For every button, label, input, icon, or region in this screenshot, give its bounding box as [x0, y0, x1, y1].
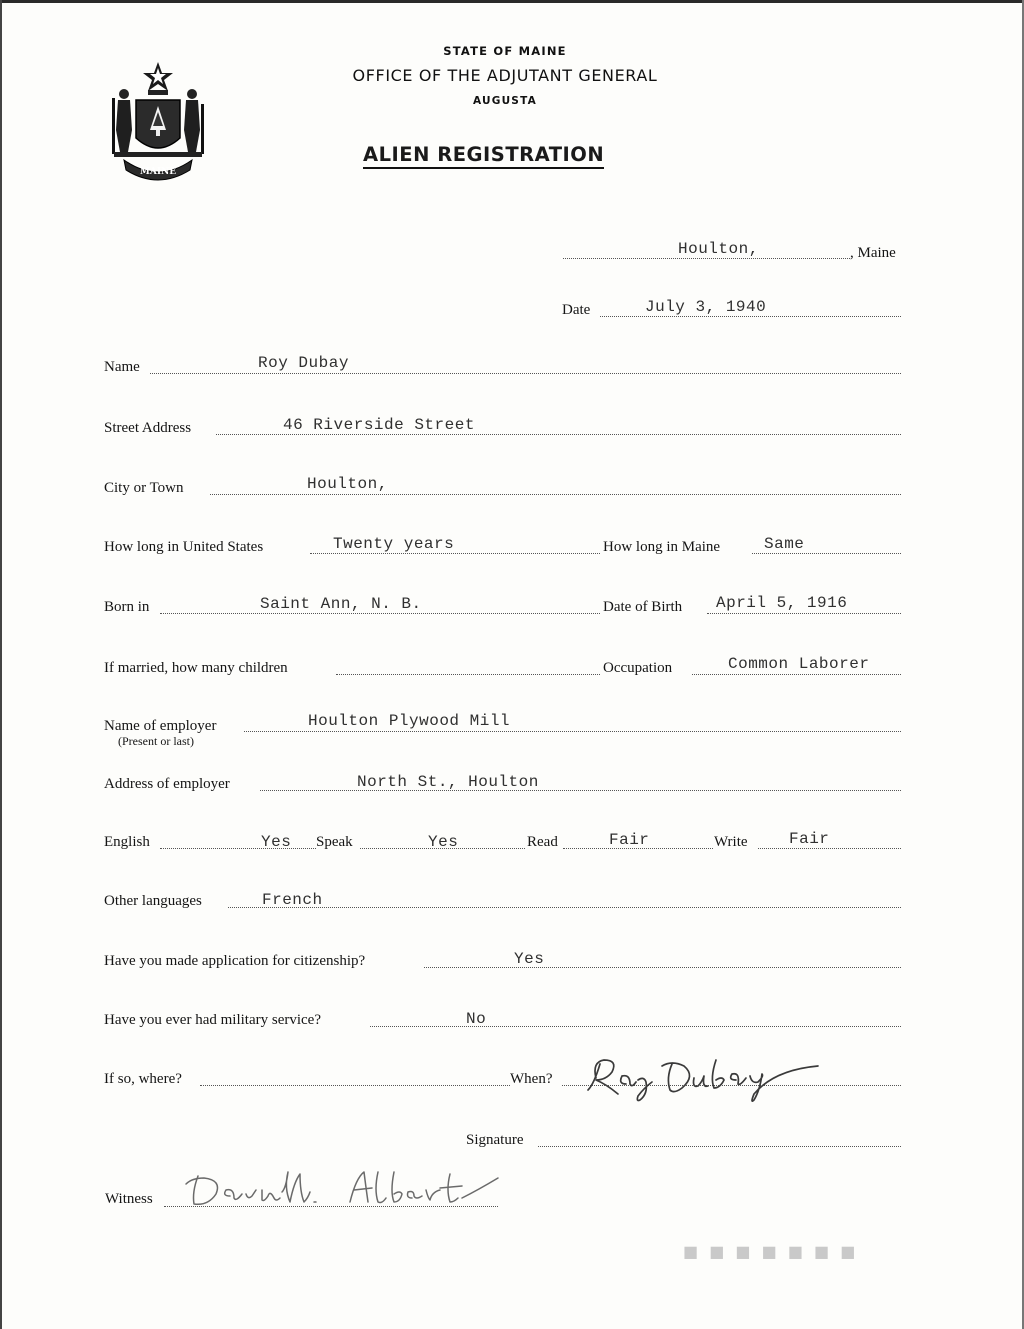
occupation-value: Common Laborer [728, 655, 870, 673]
read-label: Read [527, 834, 558, 850]
english-label: English [104, 834, 150, 850]
maine-label: , Maine [850, 245, 896, 261]
other-languages-line [228, 907, 901, 908]
read-value: Fair [609, 831, 650, 849]
city-value: Houlton, [307, 475, 388, 493]
page-top-edge [0, 0, 1024, 3]
citizenship-label: Have you made application for citizenship? [104, 953, 366, 969]
dob-value: April 5, 1916 [716, 594, 848, 612]
where-line [200, 1085, 510, 1086]
street-value: 46 Riverside Street [283, 416, 475, 434]
dob-line [707, 613, 901, 614]
maine-duration-label: How long in Maine [603, 539, 721, 555]
faint-bleedthrough-stamp: ■ ■ ■ ■ ■ ■ ■ [680, 1242, 856, 1261]
employer-value: Houlton Plywood Mill [308, 712, 511, 730]
married-line [336, 674, 600, 675]
military-line [370, 1026, 901, 1027]
date-value: July 3, 1940 [645, 298, 767, 316]
write-label: Write [714, 834, 748, 850]
married-label: If married, how many children [104, 660, 288, 676]
name-value: Roy Dubay [258, 354, 349, 372]
date-line [600, 316, 901, 317]
born-value: Saint Ann, N. B. [260, 595, 422, 613]
employer-line [244, 731, 901, 732]
witness-label: Witness [105, 1191, 153, 1207]
us-duration-line [310, 553, 600, 554]
citizenship-line [424, 967, 901, 968]
where-label: If so, where? [104, 1071, 182, 1087]
employer-address-label: Address of employer [104, 776, 230, 792]
speak-value: Yes [428, 833, 459, 851]
employer-sublabel: (Present or last) [118, 734, 194, 748]
city-label: City or Town [104, 480, 184, 496]
name-line [150, 373, 901, 374]
occupation-line [692, 674, 901, 675]
name-label: Name [104, 359, 140, 375]
other-languages-label: Other languages [104, 893, 202, 909]
signature-label: Signature [466, 1132, 524, 1148]
signature-handwriting [574, 1050, 824, 1106]
other-languages-value: French [262, 891, 323, 909]
city-line [210, 494, 901, 495]
street-line [216, 434, 901, 435]
occupation-label: Occupation [603, 660, 673, 676]
military-value: No [466, 1010, 487, 1028]
state-seal-icon [106, 60, 210, 184]
english-value: Yes [261, 833, 292, 851]
when-label: When? [510, 1071, 553, 1087]
office-heading: OFFICE OF THE ADJUTANT GENERAL [352, 66, 658, 85]
form-title: ALIEN REGISTRATION [363, 143, 604, 169]
place-line [563, 258, 850, 259]
military-label: Have you ever had military service? [104, 1012, 321, 1028]
citizenship-value: Yes [514, 950, 545, 968]
born-line [160, 613, 600, 614]
street-label: Street Address [104, 420, 192, 436]
write-line [758, 848, 901, 849]
city-heading: AUGUSTA [473, 95, 537, 107]
state-heading: STATE OF MAINE [443, 44, 567, 58]
maine-duration-line [752, 553, 901, 554]
place-value: Houlton, [678, 240, 759, 258]
employer-label: Name of employer [104, 718, 217, 734]
us-duration-value: Twenty years [333, 535, 455, 553]
born-label: Born in [104, 599, 150, 615]
us-duration-label: How long in United States [104, 539, 264, 555]
maine-duration-value: Same [764, 535, 805, 553]
svg-text:MAINE: MAINE [139, 167, 177, 177]
dob-label: Date of Birth [603, 599, 683, 615]
witness-handwriting [178, 1168, 508, 1214]
write-value: Fair [789, 830, 830, 848]
english-line [160, 848, 316, 849]
signature-line [538, 1146, 901, 1147]
page-left-edge [0, 0, 2, 1329]
date-label: Date [562, 302, 591, 318]
employer-address-value: North St., Houlton [357, 773, 539, 791]
speak-label: Speak [316, 834, 353, 850]
